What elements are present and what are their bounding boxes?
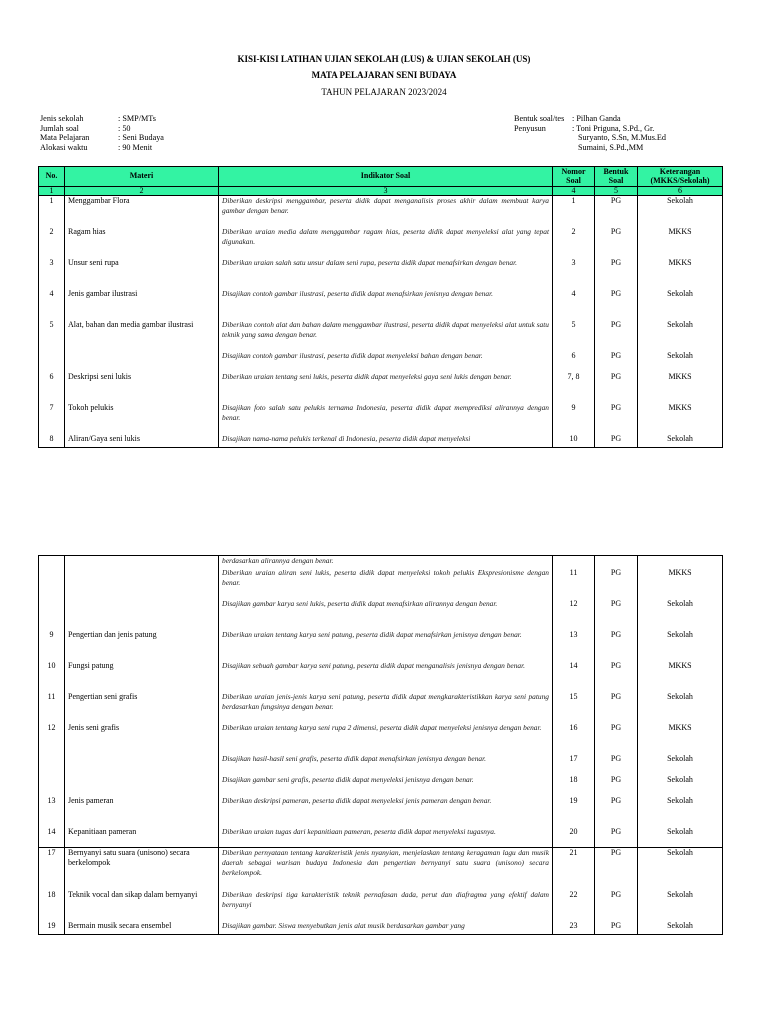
cell-no: 12: [39, 723, 65, 754]
info-row: [40, 143, 164, 153]
cell-keterangan: MKKS: [638, 227, 723, 258]
cell-keterangan: [638, 556, 723, 568]
cell-indikator: Diberikan uraian salah satu unsur dalam seni rupa, peserta didik dapat menafsirkan dengan benar.: [219, 258, 553, 289]
cell-no: 17: [39, 848, 65, 890]
cell-no: 1: [39, 196, 65, 227]
cell-no: 14: [39, 827, 65, 848]
cell-indikator: Disajikan contoh gambar ilustrasi, peserta didik dapat menyeleksi bahan dengan benar.: [219, 351, 553, 372]
cell-nomor-soal: 23: [553, 921, 595, 935]
table-row: [39, 921, 723, 935]
col-header-no: No.: [39, 167, 65, 187]
cell-materi: Jenis pameran: [65, 796, 219, 827]
cell-materi: [65, 351, 219, 372]
doc-title-2: MATA PELAJARAN SENI BUDAYA: [311, 70, 457, 80]
cell-keterangan: Sekolah: [638, 630, 723, 661]
cell-keterangan: Sekolah: [638, 890, 723, 921]
cell-materi: Aliran/Gaya seni lukis: [65, 434, 219, 448]
cell-nomor-soal: 11: [553, 568, 595, 599]
doc-title-3: TAHUN PELAJARAN 2023/2024: [321, 87, 447, 97]
cell-keterangan: MKKS: [638, 661, 723, 692]
cell-keterangan: Sekolah: [638, 196, 723, 227]
cell-bentuk-soal: PG: [595, 599, 638, 630]
cell-materi: Alat, bahan dan media gambar ilustrasi: [65, 320, 219, 351]
cell-keterangan: Sekolah: [638, 434, 723, 448]
info-row: [514, 124, 666, 134]
cell-materi: Ragam hias: [65, 227, 219, 258]
kisi-table-page-2: [38, 555, 723, 935]
info-value: : 50: [118, 123, 131, 133]
info-value: Sumaini, S.Pd.,MM: [578, 142, 644, 152]
cell-bentuk-soal: PG: [595, 796, 638, 827]
cell-materi: Unsur seni rupa: [65, 258, 219, 289]
cell-bentuk-soal: PG: [595, 890, 638, 921]
info-value: : Seni Budaya: [118, 133, 164, 142]
cell-no: 7: [39, 403, 65, 434]
table-row: [39, 754, 723, 775]
table-row: [39, 599, 723, 630]
cell-indikator: Diberikan deskripsi pameran, peserta didik dapat menyeleksi jenis pameran dengan benar.: [219, 796, 553, 827]
cell-materi: [65, 599, 219, 630]
table-row: [39, 723, 723, 754]
cell-keterangan: MKKS: [638, 568, 723, 599]
table-row: [39, 796, 723, 827]
cell-nomor-soal: 19: [553, 796, 595, 827]
cell-no: 3: [39, 258, 65, 289]
col-number: 3: [219, 187, 553, 196]
table-row: [39, 630, 723, 661]
cell-indikator: Disajikan foto salah satu pelukis ternama Indonesia, peserta didik dapat memprediksi alirannya dengan benar.: [219, 403, 553, 434]
cell-bentuk-soal: PG: [595, 827, 638, 848]
cell-materi: Kepanitiaan pameran: [65, 827, 219, 848]
cell-keterangan: Sekolah: [638, 796, 723, 827]
cell-indikator: Disajikan gambar. Siswa menyebutkan jenis alat musik berdasarkan gambar yang: [219, 921, 553, 935]
table-row: [39, 775, 723, 796]
cell-keterangan: Sekolah: [638, 289, 723, 320]
cell-keterangan: MKKS: [638, 258, 723, 289]
cell-keterangan: Sekolah: [638, 775, 723, 796]
info-left: [40, 114, 164, 152]
cell-keterangan: MKKS: [638, 403, 723, 434]
cell-materi: Pengertian seni grafis: [65, 692, 219, 723]
cell-indikator: Diberikan pernyataan tentang karakteristik jenis nyanyian, menjelaskan tentang keragaman lagu dan musik daerah sebagai warisan budaya Indonesia dan pengertian bernyanyi satu suara (unisono) secara berkelompok.: [219, 848, 553, 890]
cell-indikator: Disajikan contoh gambar ilustrasi, peserta didik dapat menafsirkan jenisnya dengan benar.: [219, 289, 553, 320]
cell-materi: Bernyanyi satu suara (unisono) secara berkelompok: [65, 848, 219, 890]
cell-nomor-soal: 9: [553, 403, 595, 434]
cell-no: [39, 599, 65, 630]
cell-no: 9: [39, 630, 65, 661]
table-row: [39, 692, 723, 723]
cell-no: [39, 754, 65, 775]
cell-keterangan: Sekolah: [638, 351, 723, 372]
info-label: Jumlah soal: [40, 123, 79, 133]
info-label: Penyusun: [514, 123, 546, 133]
cell-materi: [65, 568, 219, 599]
cell-indikator: Diberikan deskripsi tiga karakteristik teknik pernafasan dada, perut dan diafragma yang efektif dalam bernyanyi: [219, 890, 553, 921]
cell-nomor-soal: 15: [553, 692, 595, 723]
col-header-indikator: Indikator Soal: [219, 167, 553, 187]
info-row: [40, 124, 164, 134]
cell-nomor-soal: 2: [553, 227, 595, 258]
cell-indikator: Diberikan uraian media dalam menggambar ragam hias, peserta didik dapat menyeleksi alat yang tepat digunakan.: [219, 227, 553, 258]
cell-keterangan: MKKS: [638, 723, 723, 754]
cell-no: 13: [39, 796, 65, 827]
cell-no: 18: [39, 890, 65, 921]
info-row: [40, 114, 164, 124]
cell-indikator: Diberikan uraian tentang seni lukis, peserta didik dapat menyeleksi gaya seni lukis dengan benar.: [219, 372, 553, 403]
table-row: [39, 568, 723, 599]
cell-bentuk-soal: PG: [595, 568, 638, 599]
table-row: [39, 289, 723, 320]
cell-materi: Teknik vocal dan sikap dalam bernyanyi: [65, 890, 219, 921]
cell-nomor-soal: [553, 556, 595, 568]
cell-nomor-soal: 17: [553, 754, 595, 775]
cell-indikator: Disajikan sebuah gambar karya seni patung, peserta didik dapat menganalisis jenisnya dengan benar.: [219, 661, 553, 692]
info-row: [514, 143, 666, 153]
table-row: [39, 351, 723, 372]
cell-nomor-soal: 1: [553, 196, 595, 227]
col-header-keterangan: Keterangan (MKKS/Sekolah): [638, 167, 723, 187]
cell-nomor-soal: 10: [553, 434, 595, 448]
cell-keterangan: Sekolah: [638, 921, 723, 935]
cell-nomor-soal: 13: [553, 630, 595, 661]
table-row: [39, 258, 723, 289]
info-row: [514, 133, 666, 143]
cell-nomor-soal: 12: [553, 599, 595, 630]
column-number-row: [39, 187, 723, 196]
table-row: [39, 403, 723, 434]
col-number: 6: [638, 187, 723, 196]
cell-bentuk-soal: PG: [595, 723, 638, 754]
cell-materi: [65, 754, 219, 775]
doc-title-1: KISI-KISI LATIHAN UJIAN SEKOLAH (LUS) & UJIAN SEKOLAH (US): [237, 54, 531, 64]
cell-materi: Pengertian dan jenis patung: [65, 630, 219, 661]
cell-nomor-soal: 7, 8: [553, 372, 595, 403]
cell-materi: Bermain musik secara ensembel: [65, 921, 219, 935]
cell-no: [39, 775, 65, 796]
cell-indikator: Diberikan uraian tentang karya seni rupa 2 dimensi, peserta didik dapat menyeleksi jenisnya dengan benar.: [219, 723, 553, 754]
info-value: : 90 Menit: [118, 142, 153, 152]
cell-keterangan: Sekolah: [638, 754, 723, 775]
info-value: : SMP/MTs: [118, 114, 156, 123]
cell-no: 8: [39, 434, 65, 448]
cell-bentuk-soal: PG: [595, 351, 638, 372]
cell-nomor-soal: 3: [553, 258, 595, 289]
cell-materi: Jenis gambar ilustrasi: [65, 289, 219, 320]
cell-bentuk-soal: PG: [595, 848, 638, 890]
cell-bentuk-soal: PG: [595, 403, 638, 434]
table-row: [39, 556, 723, 568]
cell-materi: Deskripsi seni lukis: [65, 372, 219, 403]
col-number: 5: [595, 187, 638, 196]
cell-bentuk-soal: PG: [595, 661, 638, 692]
cell-keterangan: Sekolah: [638, 827, 723, 848]
cell-no: 6: [39, 372, 65, 403]
cell-keterangan: Sekolah: [638, 599, 723, 630]
cell-indikator: Disajikan gambar karya seni lukis, peserta didik dapat menafsirkan alirannya dengan benar.: [219, 599, 553, 630]
cell-nomor-soal: 21: [553, 848, 595, 890]
cell-no: 2: [39, 227, 65, 258]
table-row: [39, 372, 723, 403]
table-row: [39, 848, 723, 890]
table-row: [39, 827, 723, 848]
info-row: [514, 114, 666, 124]
cell-indikator: Diberikan uraian tugas dari kepanitiaan pameran, peserta didik dapat menyeleksi tugasnya.: [219, 827, 553, 848]
cell-bentuk-soal: PG: [595, 320, 638, 351]
table-row: [39, 434, 723, 448]
table-row: [39, 196, 723, 227]
table-row: [39, 890, 723, 921]
cell-bentuk-soal: PG: [595, 754, 638, 775]
cell-keterangan: Sekolah: [638, 848, 723, 890]
cell-nomor-soal: 14: [553, 661, 595, 692]
cell-no: 4: [39, 289, 65, 320]
info-value: : Pilhan Ganda: [572, 114, 621, 123]
cell-no: 10: [39, 661, 65, 692]
info-label: Bentuk soal/tes: [514, 114, 565, 123]
info-value: Suryanto, S.Sn, M.Mus.Ed: [578, 133, 667, 142]
cell-bentuk-soal: PG: [595, 434, 638, 448]
cell-materi: Fungsi patung: [65, 661, 219, 692]
cell-indikator: Diberikan uraian aliran seni lukis, peserta didik dapat menyeleksi tokoh pelukis Ekspresionisme dengan benar.: [219, 568, 553, 599]
cell-bentuk-soal: PG: [595, 289, 638, 320]
cell-bentuk-soal: PG: [595, 692, 638, 723]
col-number: 2: [65, 187, 219, 196]
cell-indikator: Diberikan uraian jenis-jenis karya seni patung, peserta didik dapat mengkarakteristikkan karya seni patung berdasarkan fungsinya dengan benar.: [219, 692, 553, 723]
cell-keterangan: MKKS: [638, 372, 723, 403]
col-header-bentuk: Bentuk Soal: [595, 167, 638, 187]
info-label: Jenis sekolah: [40, 114, 84, 123]
table-row: [39, 227, 723, 258]
cell-no: [39, 568, 65, 599]
cell-no: [39, 556, 65, 568]
col-header-nomor: Nomor Soal: [553, 167, 595, 187]
cell-nomor-soal: 22: [553, 890, 595, 921]
cell-bentuk-soal: PG: [595, 196, 638, 227]
cell-indikator: Disajikan nama-nama pelukis terkenal di Indonesia, peserta didik dapat menyeleksi: [219, 434, 553, 448]
cell-materi: [65, 556, 219, 568]
cell-indikator: Disajikan hasil-hasil seni grafis, peserta didik dapat menafsirkan jenisnya dengan benar.: [219, 754, 553, 775]
cell-bentuk-soal: [595, 556, 638, 568]
cell-indikator: Disajikan gambar seni grafis, peserta didik dapat menyeleksi jenisnya dengan benar.: [219, 775, 553, 796]
col-number: 4: [553, 187, 595, 196]
cell-bentuk-soal: PG: [595, 775, 638, 796]
info-value: : Toni Priguna, S.Pd., Gr.: [572, 123, 655, 133]
cell-bentuk-soal: PG: [595, 258, 638, 289]
cell-no: 19: [39, 921, 65, 935]
cell-indikator: berdasarkan alirannya dengan benar.: [219, 556, 553, 568]
cell-bentuk-soal: PG: [595, 630, 638, 661]
cell-no: [39, 351, 65, 372]
cell-nomor-soal: 4: [553, 289, 595, 320]
col-header-materi: Materi: [65, 167, 219, 187]
cell-indikator: Diberikan contoh alat dan bahan dalam menggambar ilustrasi, peserta didik dapat menyeleksi alat untuk satu teknik yang sama dengan benar.: [219, 320, 553, 351]
info-right: [514, 114, 666, 152]
info-label: Mata Pelajaran: [40, 133, 90, 142]
cell-no: 11: [39, 692, 65, 723]
cell-materi: Tokoh pelukis: [65, 403, 219, 434]
cell-bentuk-soal: PG: [595, 921, 638, 935]
cell-bentuk-soal: PG: [595, 372, 638, 403]
cell-nomor-soal: 6: [553, 351, 595, 372]
table-row: [39, 661, 723, 692]
info-row: [40, 133, 164, 143]
cell-materi: [65, 775, 219, 796]
table-header-row: [39, 167, 723, 187]
info-label: Alokasi waktu: [40, 142, 88, 152]
kisi-table-page-1: [38, 166, 723, 448]
cell-materi: Jenis seni grafis: [65, 723, 219, 754]
cell-materi: Menggambar Flora: [65, 196, 219, 227]
cell-keterangan: Sekolah: [638, 320, 723, 351]
cell-nomor-soal: 16: [553, 723, 595, 754]
cell-no: 5: [39, 320, 65, 351]
col-number: 1: [39, 187, 65, 196]
cell-nomor-soal: 5: [553, 320, 595, 351]
cell-keterangan: Sekolah: [638, 692, 723, 723]
cell-indikator: Diberikan deskripsi menggambar, peserta didik dapat menganalisis proses akhir dalam membuat karya gambar dengan benar.: [219, 196, 553, 227]
table-row: [39, 320, 723, 351]
cell-bentuk-soal: PG: [595, 227, 638, 258]
cell-nomor-soal: 20: [553, 827, 595, 848]
cell-nomor-soal: 18: [553, 775, 595, 796]
cell-indikator: Diberikan uraian tentang karya seni patung, peserta didik dapat menafsirkan jenisnya dengan benar.: [219, 630, 553, 661]
